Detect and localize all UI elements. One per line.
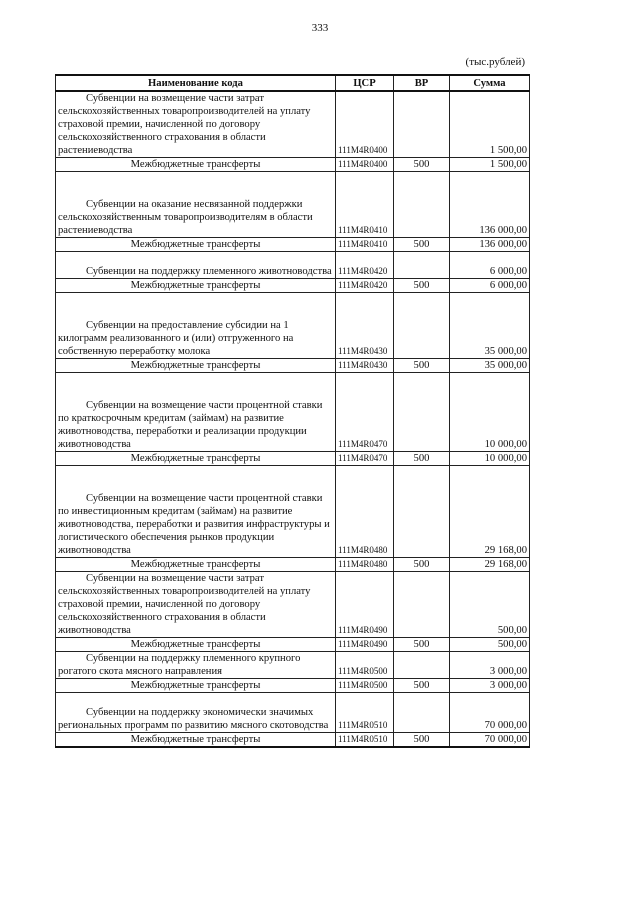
- cell-sum: 70 000,00: [450, 733, 530, 748]
- column-header-csr: ЦСР: [336, 75, 394, 91]
- table-row: [56, 652, 530, 679]
- cell-vr: 500: [394, 733, 450, 748]
- cell-vr: [394, 91, 450, 158]
- table-body: [56, 91, 530, 747]
- cell-vr: 500: [394, 158, 450, 172]
- table-row: [56, 572, 530, 638]
- cell-name: [56, 359, 336, 373]
- cell-sum: 6 000,00: [450, 279, 530, 293]
- cell-name-text: Межбюджетные трансферты: [130, 734, 261, 745]
- cell-sum: 10 000,00: [450, 373, 530, 452]
- cell-name-text: Субвенции на оказание несвязанной поддержки сельскохозяйственным товаропроизводителям в области растениеводства: [58, 199, 313, 236]
- cell-csr: 111M4R0470: [336, 452, 394, 466]
- cell-name-text: Субвенции на возмещение части процентной ставки по инвестиционным кредитам (займам) на развитие животноводства, переработки и развития инфраструктуры и логистического обеспечения рынков продукции животноводства: [58, 493, 330, 556]
- cell-vr: [394, 373, 450, 452]
- cell-csr: 111M4R0480: [336, 466, 394, 558]
- cell-name-text: Субвенции на поддержку племенного животноводства: [86, 266, 332, 277]
- cell-name-text: Межбюджетные трансферты: [130, 680, 261, 691]
- cell-name-text: Межбюджетные трансферты: [130, 239, 261, 250]
- cell-csr: 111M4R0510: [336, 733, 394, 748]
- cell-name: [56, 638, 336, 652]
- cell-sum: 500,00: [450, 638, 530, 652]
- cell-name: [56, 238, 336, 252]
- cell-csr: 111M4R0410: [336, 172, 394, 238]
- cell-name: [56, 452, 336, 466]
- table-row: [56, 373, 530, 452]
- cell-vr: [394, 293, 450, 359]
- cell-sum: 1 500,00: [450, 158, 530, 172]
- cell-name-text: Субвенции на поддержку племенного крупного рогатого скота мясного направления: [58, 653, 301, 677]
- cell-vr: [394, 172, 450, 238]
- cell-name-text: Субвенции на возмещение части затрат сельскохозяйственных товаропроизводителей на уплату страховой премии, начисленной по договору сельскохозяйственного страхования в области растениеводства: [58, 93, 311, 156]
- cell-name-text: Субвенции на поддержку экономически значимых региональных программ по развитию мясного скотоводства: [58, 707, 329, 731]
- table-row: [56, 172, 530, 238]
- cell-csr: 111M4R0410: [336, 238, 394, 252]
- units-label: (тыс.рублей): [465, 56, 525, 68]
- cell-csr: 111M4R0400: [336, 158, 394, 172]
- cell-sum: 3 000,00: [450, 679, 530, 693]
- cell-sum: 29 168,00: [450, 558, 530, 572]
- budget-table: [55, 74, 530, 748]
- table-row: [56, 252, 530, 279]
- cell-csr: 111M4R0400: [336, 91, 394, 158]
- cell-csr: 111M4R0470: [336, 373, 394, 452]
- cell-vr: 500: [394, 359, 450, 373]
- cell-vr: [394, 252, 450, 279]
- cell-sum: 3 000,00: [450, 652, 530, 679]
- cell-name: [56, 693, 336, 733]
- table-row: [56, 293, 530, 359]
- cell-sum: 35 000,00: [450, 293, 530, 359]
- cell-vr: 500: [394, 279, 450, 293]
- cell-csr: 111M4R0500: [336, 679, 394, 693]
- table-row: [56, 452, 530, 466]
- cell-name-text: Межбюджетные трансферты: [130, 559, 261, 570]
- cell-vr: 500: [394, 238, 450, 252]
- column-header-sum: Сумма: [450, 75, 530, 91]
- cell-name: [56, 558, 336, 572]
- cell-csr: 111M4R0490: [336, 638, 394, 652]
- cell-name-text: Межбюджетные трансферты: [130, 159, 261, 170]
- cell-sum: 10 000,00: [450, 452, 530, 466]
- cell-csr: 111M4R0430: [336, 293, 394, 359]
- table-row: [56, 679, 530, 693]
- cell-sum: 29 168,00: [450, 466, 530, 558]
- cell-vr: 500: [394, 558, 450, 572]
- cell-name-text: Субвенции на предоставление субсидии на 1 килограмм реализованного и (или) отгруженного на собственную переработку молока: [58, 320, 294, 357]
- table-row: [56, 359, 530, 373]
- table-row: [56, 91, 530, 158]
- cell-sum: 500,00: [450, 572, 530, 638]
- cell-name: [56, 733, 336, 748]
- cell-name: [56, 279, 336, 293]
- table-row: [56, 466, 530, 558]
- page-number: 333: [311, 22, 329, 34]
- column-header-name: Наименование кода: [56, 75, 336, 91]
- cell-sum: 1 500,00: [450, 91, 530, 158]
- cell-name: [56, 679, 336, 693]
- cell-vr: [394, 693, 450, 733]
- cell-name: [56, 572, 336, 638]
- cell-csr: 111M4R0420: [336, 252, 394, 279]
- cell-csr: 111M4R0490: [336, 572, 394, 638]
- table-row: [56, 558, 530, 572]
- cell-name: [56, 252, 336, 279]
- cell-name-text: Субвенции на возмещение части процентной ставки по краткосрочным кредитам (займам) на развитие животноводства, переработки и реализации продукции животноводства: [58, 400, 323, 450]
- cell-name: [56, 652, 336, 679]
- cell-csr: 111M4R0420: [336, 279, 394, 293]
- cell-csr: 111M4R0510: [336, 693, 394, 733]
- cell-name: [56, 466, 336, 558]
- cell-vr: 500: [394, 638, 450, 652]
- cell-vr: [394, 572, 450, 638]
- column-header-vr: ВР: [394, 75, 450, 91]
- cell-name-text: Межбюджетные трансферты: [130, 280, 261, 291]
- cell-name: [56, 373, 336, 452]
- cell-name-text: Межбюджетные трансферты: [130, 639, 261, 650]
- cell-sum: 136 000,00: [450, 172, 530, 238]
- cell-name-text: Межбюджетные трансферты: [130, 360, 261, 371]
- cell-vr: 500: [394, 452, 450, 466]
- cell-name-text: Субвенции на возмещение части затрат сельскохозяйственных товаропроизводителей на уплату страховой премии, начисленной по договору сельскохозяйственного страхования в области животноводства: [58, 573, 311, 636]
- cell-name: [56, 293, 336, 359]
- cell-name: [56, 158, 336, 172]
- cell-vr: [394, 466, 450, 558]
- cell-name: [56, 91, 336, 158]
- cell-vr: [394, 652, 450, 679]
- cell-sum: 70 000,00: [450, 693, 530, 733]
- cell-name: [56, 172, 336, 238]
- cell-sum: 35 000,00: [450, 359, 530, 373]
- cell-csr: 111M4R0430: [336, 359, 394, 373]
- table-row: [56, 733, 530, 748]
- cell-csr: 111M4R0500: [336, 652, 394, 679]
- table-row: [56, 279, 530, 293]
- table-row: [56, 638, 530, 652]
- table-row: [56, 158, 530, 172]
- cell-vr: 500: [394, 679, 450, 693]
- cell-csr: 111M4R0480: [336, 558, 394, 572]
- table-row: [56, 238, 530, 252]
- cell-name-text: Межбюджетные трансферты: [130, 453, 261, 464]
- table-header-row: [56, 75, 530, 91]
- cell-sum: 136 000,00: [450, 238, 530, 252]
- table-row: [56, 693, 530, 733]
- cell-sum: 6 000,00: [450, 252, 530, 279]
